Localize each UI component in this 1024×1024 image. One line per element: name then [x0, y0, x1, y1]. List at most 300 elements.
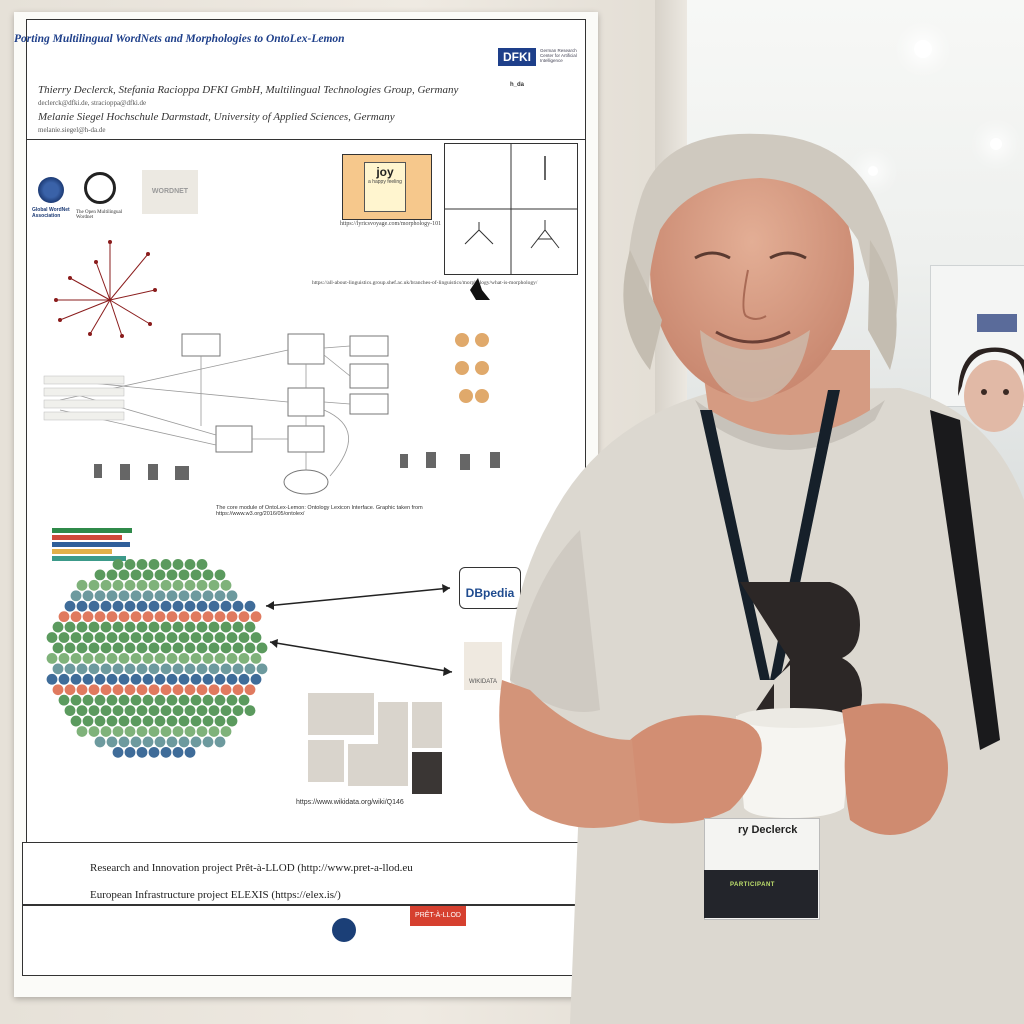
bubble — [149, 580, 160, 591]
bubble — [215, 611, 226, 622]
bubble — [77, 705, 88, 716]
bubble — [89, 705, 100, 716]
bubble — [125, 726, 136, 737]
bubble — [101, 726, 112, 737]
bubble — [59, 674, 70, 685]
poster-emails-hda: melanie.siegel@h-da.de — [38, 126, 106, 134]
bubble — [203, 590, 214, 601]
bubble — [215, 716, 226, 727]
bubble — [173, 663, 184, 674]
bubble — [119, 737, 130, 748]
bubble — [125, 559, 136, 570]
bubble — [107, 737, 118, 748]
bubble — [179, 716, 190, 727]
bubble — [221, 643, 232, 654]
bubble — [143, 569, 154, 580]
bubble — [191, 590, 202, 601]
bubble — [113, 601, 124, 612]
bubble — [215, 632, 226, 643]
bubble — [173, 580, 184, 591]
bubble — [65, 601, 76, 612]
bubble — [113, 663, 124, 674]
bubble-legend-bar — [52, 528, 132, 533]
bubble — [245, 663, 256, 674]
bubble — [155, 569, 166, 580]
footer-elexis: European Infrastructure project ELEXIS (https://elex.is/) — [90, 889, 341, 901]
bubble — [155, 590, 166, 601]
bubble — [95, 590, 106, 601]
bubble — [119, 590, 130, 601]
bubble — [173, 559, 184, 570]
bubble — [245, 684, 256, 695]
bubble — [197, 663, 208, 674]
bubble — [71, 590, 82, 601]
hda-logo: h_da — [510, 82, 525, 88]
bubble — [185, 559, 196, 570]
bubble — [65, 643, 76, 654]
bubble — [209, 580, 220, 591]
bubble — [137, 643, 148, 654]
bubble — [137, 622, 148, 633]
bubble — [77, 622, 88, 633]
ontolex-caption: The core module of OntoLex-Lemon: Ontology Lexicon Interface. Graphic taken from https://www.w3.org/2016/05/ontolex/ — [216, 505, 423, 517]
bubble — [71, 695, 82, 706]
bubble — [119, 569, 130, 580]
bubble — [197, 705, 208, 716]
bubble — [113, 726, 124, 737]
bubble — [143, 590, 154, 601]
bubble — [71, 632, 82, 643]
bubble — [95, 632, 106, 643]
bubble — [167, 716, 178, 727]
bubble-legend-bar — [52, 535, 122, 540]
bubble — [227, 653, 238, 664]
bubble — [119, 632, 130, 643]
bubble — [233, 705, 244, 716]
bubble — [191, 611, 202, 622]
bubble — [161, 726, 172, 737]
bubble — [143, 737, 154, 748]
poster-authors-hda: Melanie Siegel Hochschule Darmstadt, University of Applied Sciences, Germany — [38, 111, 395, 123]
bubble — [245, 705, 256, 716]
cat-photo — [308, 693, 374, 735]
bubble — [155, 653, 166, 664]
bubble — [137, 580, 148, 591]
bubble — [125, 643, 136, 654]
dfki-logo: DFKI — [498, 48, 536, 66]
bubble — [161, 601, 172, 612]
bubble — [83, 653, 94, 664]
bubble — [161, 643, 172, 654]
bubble — [83, 716, 94, 727]
footer-pretallod: Research and Innovation project Prêt-à-LLOD (http://www.pret-a-llod.eu — [90, 862, 413, 874]
bubble — [65, 705, 76, 716]
bubble — [221, 580, 232, 591]
bubble — [101, 643, 112, 654]
bubble — [179, 695, 190, 706]
right-hand — [842, 703, 948, 835]
bubble — [191, 716, 202, 727]
bubble — [125, 684, 136, 695]
bubble — [203, 653, 214, 664]
bubble — [101, 601, 112, 612]
badge-role: PARTICIPANT — [730, 882, 775, 888]
bubble — [83, 695, 94, 706]
cat-photo — [378, 702, 408, 744]
bubble — [197, 726, 208, 737]
pretallod-logo: PRÊT-À-LLOD — [410, 906, 466, 926]
bubble — [239, 674, 250, 685]
bubble — [161, 622, 172, 633]
bubble — [221, 705, 232, 716]
bubble — [77, 684, 88, 695]
bubble — [119, 611, 130, 622]
bubble — [221, 622, 232, 633]
bubble — [77, 643, 88, 654]
bubble — [161, 663, 172, 674]
bubble — [167, 695, 178, 706]
bubble — [209, 705, 220, 716]
bubble — [95, 653, 106, 664]
bubble — [143, 653, 154, 664]
bubble — [137, 684, 148, 695]
bubble — [77, 726, 88, 737]
poster-title: Porting Multilingual WordNets and Morphologies to OntoLex-Lemon — [14, 33, 345, 45]
bubble — [125, 747, 136, 758]
bubble — [209, 663, 220, 674]
bubble — [179, 611, 190, 622]
bubble — [161, 580, 172, 591]
bubble — [167, 653, 178, 664]
bubble — [203, 569, 214, 580]
bubble — [143, 716, 154, 727]
bubble — [113, 559, 124, 570]
bubble — [149, 726, 160, 737]
bubble — [227, 590, 238, 601]
bubble — [155, 695, 166, 706]
bubble — [149, 747, 160, 758]
bubble — [239, 695, 250, 706]
bubble — [83, 611, 94, 622]
bubble — [89, 684, 100, 695]
bubble — [59, 653, 70, 664]
bubble — [47, 632, 58, 643]
bubble — [131, 590, 142, 601]
bubble — [239, 653, 250, 664]
bubble — [59, 611, 70, 622]
url-wikidata: https://www.wikidata.org/wiki/Q146 — [296, 799, 404, 806]
bubble — [173, 601, 184, 612]
bubble — [137, 601, 148, 612]
bubble — [83, 632, 94, 643]
bubble — [113, 580, 124, 591]
bubble — [131, 716, 142, 727]
bubble — [125, 601, 136, 612]
dfki-logo-text: German Research Center for Artificial Intelligence — [540, 48, 577, 63]
bubble — [179, 632, 190, 643]
bubble — [113, 705, 124, 716]
bubble — [137, 726, 148, 737]
bubble — [185, 580, 196, 591]
bubble — [149, 684, 160, 695]
bubble — [215, 695, 226, 706]
bubble — [101, 684, 112, 695]
bubble — [173, 726, 184, 737]
bubble — [185, 663, 196, 674]
bubble — [95, 716, 106, 727]
bubble — [155, 632, 166, 643]
bubble — [89, 601, 100, 612]
bubble — [95, 695, 106, 706]
bubble — [125, 580, 136, 591]
bubble — [215, 653, 226, 664]
bubble — [131, 737, 142, 748]
bubble — [53, 663, 64, 674]
bubble — [119, 716, 130, 727]
bubble — [101, 705, 112, 716]
bubble — [89, 622, 100, 633]
bubble — [215, 674, 226, 685]
bubble — [209, 726, 220, 737]
bubble — [107, 653, 118, 664]
omw-logo-icon — [84, 172, 116, 204]
bubble — [149, 705, 160, 716]
bubble — [125, 705, 136, 716]
bubble — [119, 674, 130, 685]
bubble — [101, 622, 112, 633]
bubble — [173, 643, 184, 654]
bubble — [95, 569, 106, 580]
bubble — [53, 643, 64, 654]
bubble — [113, 622, 124, 633]
bubble — [149, 601, 160, 612]
bubble — [131, 653, 142, 664]
bubble — [227, 716, 238, 727]
bubble — [179, 653, 190, 664]
bubble — [167, 590, 178, 601]
bubble — [215, 737, 226, 748]
bubble — [77, 601, 88, 612]
bubble — [227, 695, 238, 706]
bubble — [107, 674, 118, 685]
url-linguistics: https://all-about-linguistics.group.shef.ac.uk/branches-of-linguistics/morphology/what-is-morphology/ — [312, 280, 538, 286]
bubble — [119, 653, 130, 664]
bubble — [101, 580, 112, 591]
bubble — [233, 601, 244, 612]
bubble — [143, 611, 154, 622]
bubble — [185, 705, 196, 716]
bubble — [71, 674, 82, 685]
bubble — [131, 569, 142, 580]
bubble — [89, 580, 100, 591]
bubble — [161, 684, 172, 695]
bubble — [167, 632, 178, 643]
bubble — [143, 632, 154, 643]
bubble — [83, 590, 94, 601]
bubble — [107, 590, 118, 601]
bubble-legend-bar — [52, 549, 112, 554]
bubble — [107, 611, 118, 622]
ontolex-diagram — [30, 230, 500, 510]
bubble — [89, 726, 100, 737]
wordnet-logo: WORDNET — [142, 170, 198, 214]
link-arrows — [260, 580, 460, 680]
bubble — [101, 663, 112, 674]
bubble — [233, 663, 244, 674]
bubble — [173, 622, 184, 633]
joy-word: joy — [376, 165, 394, 179]
bubble — [71, 716, 82, 727]
bubble — [77, 663, 88, 674]
bubble — [149, 663, 160, 674]
bubble — [53, 684, 64, 695]
bubble — [53, 622, 64, 633]
bubble — [209, 601, 220, 612]
bubble — [131, 632, 142, 643]
bubble — [245, 622, 256, 633]
poster-emails-dfki: declerck@dfki.de, stracioppa@dfki.de — [38, 99, 147, 107]
bubble — [125, 622, 136, 633]
bubble — [215, 590, 226, 601]
bubble — [203, 716, 214, 727]
bubble — [47, 653, 58, 664]
bubble — [203, 737, 214, 748]
bubble — [167, 737, 178, 748]
bubble — [173, 705, 184, 716]
gwa-logo-icon — [38, 177, 64, 203]
bubble — [95, 611, 106, 622]
bubble — [227, 632, 238, 643]
bubble — [197, 580, 208, 591]
bubble — [71, 611, 82, 622]
bubble — [191, 674, 202, 685]
bubble — [203, 695, 214, 706]
bubble — [95, 737, 106, 748]
bubble — [155, 674, 166, 685]
bubble — [209, 643, 220, 654]
bubble — [137, 747, 148, 758]
bubble — [65, 663, 76, 674]
bubble — [197, 601, 208, 612]
wikidata-logo: WIKIDATA — [464, 642, 502, 690]
bubble — [155, 737, 166, 748]
bubble — [185, 622, 196, 633]
bubble — [125, 663, 136, 674]
bubble — [191, 737, 202, 748]
bubble — [107, 569, 118, 580]
bubble — [161, 747, 172, 758]
bubble — [119, 695, 130, 706]
bubble — [215, 569, 226, 580]
bubble — [59, 632, 70, 643]
bubble — [185, 601, 196, 612]
bubble — [161, 705, 172, 716]
bubble — [203, 674, 214, 685]
bubble — [137, 663, 148, 674]
background-person — [948, 346, 1024, 446]
bubble — [179, 737, 190, 748]
bubble — [131, 674, 142, 685]
bubble — [149, 643, 160, 654]
bubble — [137, 559, 148, 570]
bubble — [197, 684, 208, 695]
omw-logo-text: The Open Multilingual Wordnet — [76, 210, 123, 220]
bubble — [83, 674, 94, 685]
bubble — [95, 674, 106, 685]
bubble — [113, 747, 124, 758]
bubble — [167, 611, 178, 622]
bubble-legend-bar — [52, 542, 130, 547]
bubble — [197, 559, 208, 570]
cat-photo — [308, 740, 344, 782]
bubble — [167, 569, 178, 580]
bubble — [65, 622, 76, 633]
bubble — [107, 695, 118, 706]
bubble — [77, 580, 88, 591]
bubble — [113, 684, 124, 695]
bubble — [185, 747, 196, 758]
bubble — [191, 653, 202, 664]
joy-definition: a happy feeling — [368, 179, 402, 185]
elexis-logo-icon — [332, 918, 356, 942]
bubble — [107, 632, 118, 643]
bubble — [179, 569, 190, 580]
bubble — [143, 674, 154, 685]
bubble — [233, 643, 244, 654]
bubble — [233, 684, 244, 695]
bubble — [47, 674, 58, 685]
bubble — [161, 559, 172, 570]
bubble — [203, 611, 214, 622]
bubble — [149, 622, 160, 633]
bubble — [203, 632, 214, 643]
bubble — [197, 643, 208, 654]
bubble — [65, 684, 76, 695]
bubble — [143, 695, 154, 706]
bubble — [137, 705, 148, 716]
bubble — [233, 622, 244, 633]
bubble — [221, 726, 232, 737]
poster-authors-dfki: Thierry Declerck, Stefania Racioppa DFKI GmbH, Multilingual Technologies Group, Germany — [38, 84, 459, 96]
bubble — [227, 674, 238, 685]
bubble — [209, 622, 220, 633]
bubble — [185, 726, 196, 737]
bubble — [185, 643, 196, 654]
bubble — [113, 643, 124, 654]
name-badge-bar — [704, 870, 818, 918]
dbpedia-logo: DBpedia — [459, 567, 521, 609]
bubble — [191, 569, 202, 580]
bubble — [71, 653, 82, 664]
cat-photo — [412, 702, 442, 748]
bubble — [185, 684, 196, 695]
bubble — [209, 684, 220, 695]
wordnet-bubble-cluster — [44, 528, 284, 763]
bubble — [131, 695, 142, 706]
bubble — [107, 716, 118, 727]
bubble — [155, 716, 166, 727]
bubble — [179, 590, 190, 601]
joy-card — [364, 162, 406, 212]
gwa-logo-text: Global WordNet Association — [32, 207, 70, 219]
bubble — [179, 674, 190, 685]
bubble — [59, 695, 70, 706]
bubble — [221, 684, 232, 695]
url-morphology: https://lyricsvoyage.com/morphology-101 — [340, 221, 442, 227]
cat-photo — [348, 744, 408, 786]
cat-photo — [412, 752, 442, 794]
bubble — [149, 559, 160, 570]
